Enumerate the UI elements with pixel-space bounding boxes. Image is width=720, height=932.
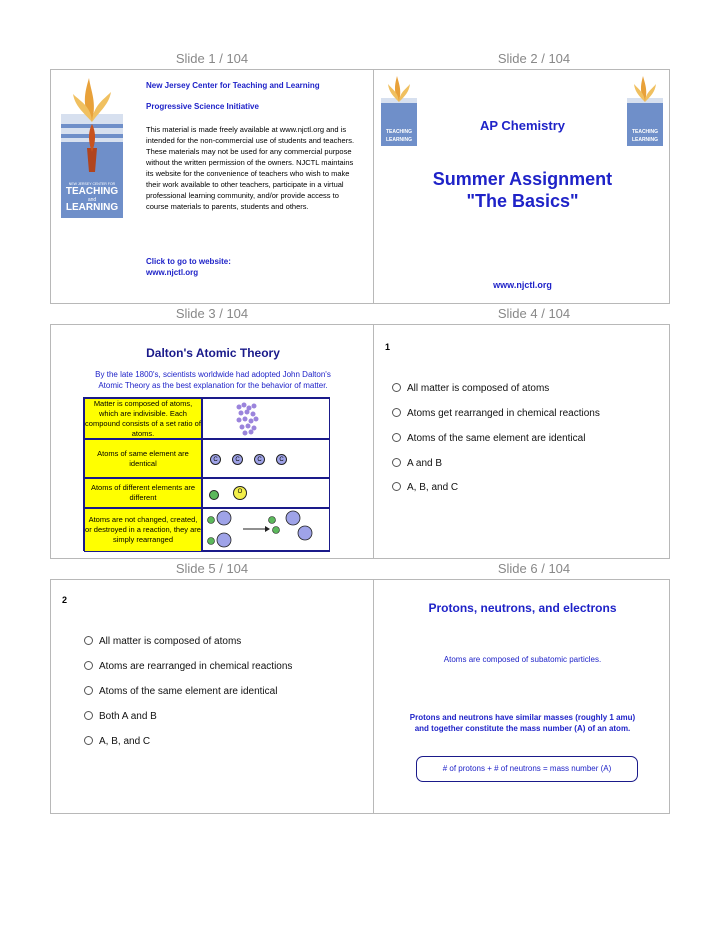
radio-icon[interactable] bbox=[84, 661, 93, 670]
radio-icon[interactable] bbox=[84, 711, 93, 720]
postulate-4 bbox=[84, 508, 202, 552]
logo-text-teaching: TEACHING bbox=[65, 186, 119, 197]
small-atom bbox=[209, 490, 219, 500]
slide-2[interactable] bbox=[373, 69, 670, 304]
slide-3[interactable] bbox=[50, 324, 374, 559]
answer-option-1[interactable] bbox=[84, 636, 241, 647]
logo-text-and: and bbox=[87, 197, 97, 203]
assignment-title: Summer Assignment bbox=[432, 169, 613, 189]
website-link[interactable]: www.njctl.org bbox=[146, 268, 199, 277]
mass-number-formula: # of protons + # of neutrons = mass number (A) bbox=[416, 756, 638, 782]
answer-option-4[interactable] bbox=[392, 458, 442, 469]
course-title: AP Chemistry bbox=[479, 118, 565, 133]
logo-right-learning: LEARNING bbox=[631, 137, 659, 143]
slide-4[interactable] bbox=[373, 324, 670, 559]
oxygen-atom: O bbox=[233, 486, 247, 500]
logo-left-teaching: TEACHING bbox=[385, 129, 413, 135]
radio-icon[interactable] bbox=[392, 383, 401, 392]
answer-option-3[interactable] bbox=[392, 433, 585, 444]
website-url[interactable]: www.njctl.org bbox=[493, 280, 552, 290]
logo-text-top: NEW JERSEY CENTER FOR bbox=[68, 182, 116, 186]
intro-line-1: By the late 1800's, scientists worldwide had adopted John Dalton's bbox=[95, 370, 331, 379]
usage-text: This material is made freely available at www.njctl.org and is intended for the non-commercial use of students and teachers. These materials may not be used for any commercial purpose without the written permission of the owners. NJCTL maintains its website for the convenience of teachers who wish to make their work available to other teachers, participate in a virtual professional learning community, and/or provide access to course materials to parents, students and others. bbox=[146, 125, 355, 211]
answer-option-5[interactable] bbox=[84, 736, 150, 747]
radio-icon[interactable] bbox=[392, 482, 401, 491]
answer-option-2[interactable] bbox=[392, 408, 600, 419]
radio-icon[interactable] bbox=[84, 686, 93, 695]
program-name: Progressive Science Initiative bbox=[146, 102, 259, 111]
dalton-table bbox=[83, 397, 330, 551]
postulate-1-text: Matter is composed of atoms, which are indivisible. Each compound consists of a set ratio of atoms. bbox=[85, 398, 201, 438]
website-link-label[interactable]: Click to go to website: bbox=[146, 257, 231, 266]
answer-option-label: A, B, and C bbox=[99, 736, 151, 747]
postulate-3-visual bbox=[202, 478, 330, 508]
radio-icon[interactable] bbox=[84, 736, 93, 745]
org-name: New Jersey Center for Teaching and Learning bbox=[146, 81, 320, 90]
slide-label-1: Slide 1 / 104 bbox=[175, 51, 249, 66]
mass-text-line-2: and together constitute the mass number (A) of an atom. bbox=[414, 724, 631, 733]
answer-option-label: A and B bbox=[407, 458, 443, 469]
carbon-atom: C bbox=[276, 454, 287, 465]
postulate-2-visual bbox=[202, 439, 330, 478]
radio-icon[interactable] bbox=[392, 433, 401, 442]
question-number: 1 bbox=[385, 342, 391, 352]
question-number: 2 bbox=[62, 595, 68, 605]
radio-icon[interactable] bbox=[392, 458, 401, 467]
answer-option-4[interactable] bbox=[84, 711, 157, 722]
carbon-atom: C bbox=[232, 454, 243, 465]
njctl-logo-left bbox=[381, 74, 417, 146]
postulate-2-text: Atoms of same element are identical bbox=[97, 448, 189, 468]
slide-label-3: Slide 3 / 104 bbox=[175, 306, 249, 321]
postulate-2 bbox=[84, 439, 202, 478]
radio-icon[interactable] bbox=[84, 636, 93, 645]
slide-title: Protons, neutrons, and electrons bbox=[428, 601, 617, 615]
logo-left-learning: LEARNING bbox=[385, 137, 413, 143]
answer-option-1[interactable] bbox=[392, 383, 549, 394]
postulate-1 bbox=[84, 398, 202, 439]
answer-option-label: Atoms get rearranged in chemical reactions bbox=[407, 408, 600, 419]
postulate-4-visual bbox=[202, 508, 330, 552]
logo-right-teaching: TEACHING bbox=[631, 129, 659, 135]
postulate-3-text: Atoms of different elements are different bbox=[90, 483, 196, 502]
slide-label-5: Slide 5 / 104 bbox=[175, 561, 249, 576]
mass-text-line-1: Protons and neutrons have similar masses (roughly 1 amu) bbox=[409, 713, 636, 722]
njctl-logo bbox=[61, 76, 123, 218]
answer-option-label: A, B, and C bbox=[407, 482, 459, 493]
answer-option-label: Atoms of the same element are identical bbox=[407, 433, 586, 444]
slide-label-4: Slide 4 / 104 bbox=[497, 306, 571, 321]
answer-option-2[interactable] bbox=[84, 661, 292, 672]
slide-1[interactable] bbox=[50, 69, 374, 304]
postulate-4-text: Atoms are not changed, created, or destroyed in a reaction, they are simply rearranged bbox=[85, 515, 201, 544]
answer-option-label: All matter is composed of atoms bbox=[407, 383, 550, 394]
postulate-3 bbox=[84, 478, 202, 508]
answer-option-label: Atoms are rearranged in chemical reactions bbox=[99, 661, 293, 672]
slide-title: Dalton's Atomic Theory bbox=[146, 346, 280, 360]
logo-text-learning: LEARNING bbox=[65, 202, 119, 213]
subatomic-text: Atoms are composed of subatomic particles. bbox=[443, 655, 602, 664]
slide-5[interactable] bbox=[50, 579, 374, 814]
assignment-subtitle: "The Basics" bbox=[466, 191, 579, 211]
slide-label-6: Slide 6 / 104 bbox=[497, 561, 571, 576]
postulate-1-visual bbox=[202, 398, 330, 439]
carbon-atom: C bbox=[254, 454, 265, 465]
answer-option-label: All matter is composed of atoms bbox=[99, 636, 242, 647]
intro-line-2: Atomic Theory as the best explanation for the behavior of matter. bbox=[98, 381, 328, 390]
carbon-atom: C bbox=[210, 454, 221, 465]
answer-option-3[interactable] bbox=[84, 686, 277, 697]
answer-option-5[interactable] bbox=[392, 482, 458, 493]
slide-6[interactable] bbox=[373, 579, 670, 814]
njctl-logo-right bbox=[627, 74, 663, 146]
slide-label-2: Slide 2 / 104 bbox=[497, 51, 571, 66]
radio-icon[interactable] bbox=[392, 408, 401, 417]
answer-option-label: Atoms of the same element are identical bbox=[99, 686, 278, 697]
answer-option-label: Both A and B bbox=[99, 711, 157, 722]
